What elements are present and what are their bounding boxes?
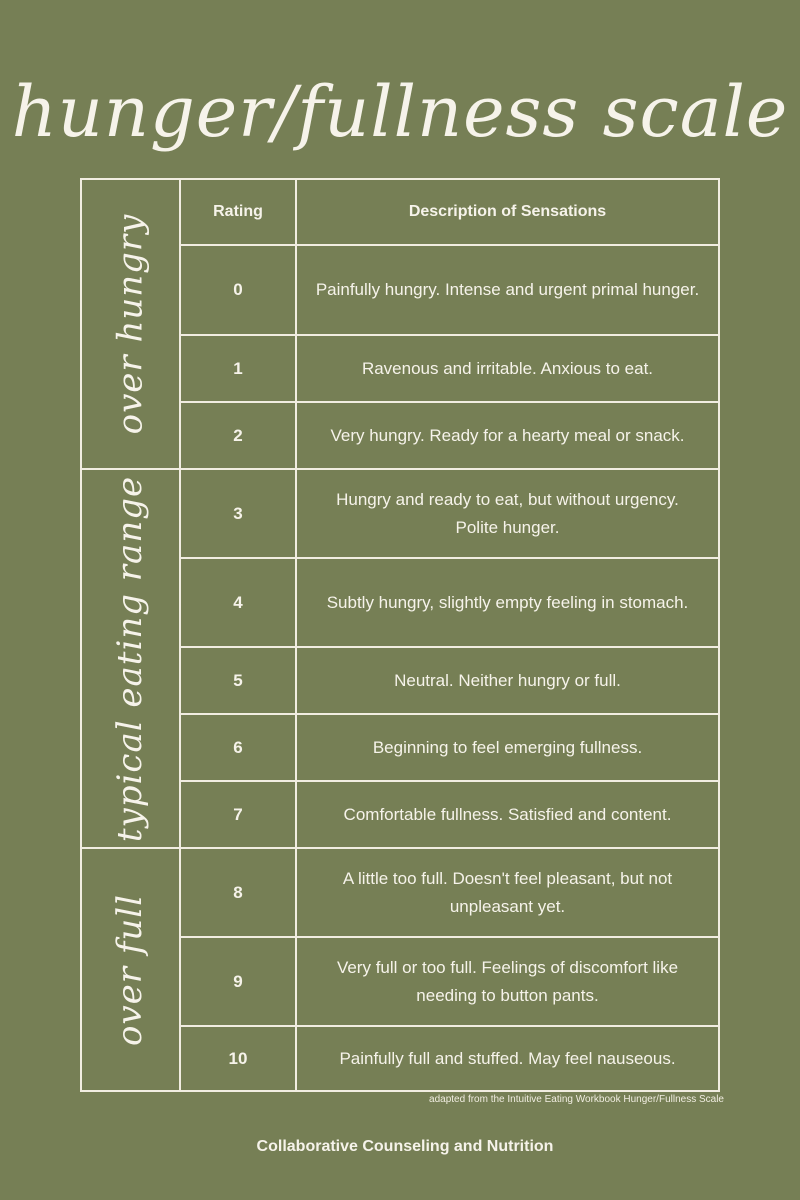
description-cell: Ravenous and irritable. Anxious to eat. (361, 358, 654, 378)
rating-cell: 6 (233, 737, 243, 757)
description-cell: Subtly hungry, slightly empty feeling in stomach. (326, 592, 689, 612)
description-cell: Painfully full and stuffed. May feel nauseous. (339, 1048, 676, 1068)
rating-cell: 9 (233, 971, 243, 991)
rating-cell: 3 (233, 503, 243, 523)
description-cell: Very full or too full. Feelings of discomfort like needing to button pants. (336, 957, 679, 1005)
rating-cell: 0 (233, 280, 243, 299)
header-rating: Rating (213, 203, 263, 220)
rating-cell: 10 (228, 1048, 248, 1068)
page-title: hunger/fullness scale (11, 71, 789, 153)
source-note: adapted from the Intuitive Eating Workbook Hunger/Fullness Scale (429, 1094, 724, 1105)
section-label-over-full: over full (110, 893, 151, 1046)
description-cell: Beginning to feel emerging fullness. (372, 737, 643, 757)
section-label-over-hungry: over hungry (110, 213, 151, 435)
section-label-typical-eating-range: typical eating range (110, 475, 151, 842)
footer-brand: Collaborative Counseling and Nutrition (256, 1138, 554, 1155)
description-cell: Painfully hungry. Intense and urgent primal hunger. (315, 280, 700, 299)
header-description: Description of Sensations (408, 203, 607, 220)
description-cell: Comfortable fullness. Satisfied and content. (343, 804, 672, 824)
description-cell: A little too full. Doesn't feel pleasant, but not unpleasant yet. (342, 868, 673, 916)
rating-cell: 1 (233, 358, 243, 378)
rating-cell: 7 (233, 804, 243, 824)
hunger-fullness-table (80, 178, 720, 1092)
rating-cell: 2 (233, 425, 243, 445)
description-cell: Very hungry. Ready for a hearty meal or snack. (330, 425, 685, 445)
description-cell: Hungry and ready to eat, but without urgency. Polite hunger. (336, 489, 679, 537)
rating-cell: 4 (233, 592, 243, 612)
rating-cell: 8 (233, 882, 243, 902)
rating-cell: 5 (233, 670, 243, 690)
description-cell: Neutral. Neither hungry or full. (394, 670, 621, 690)
